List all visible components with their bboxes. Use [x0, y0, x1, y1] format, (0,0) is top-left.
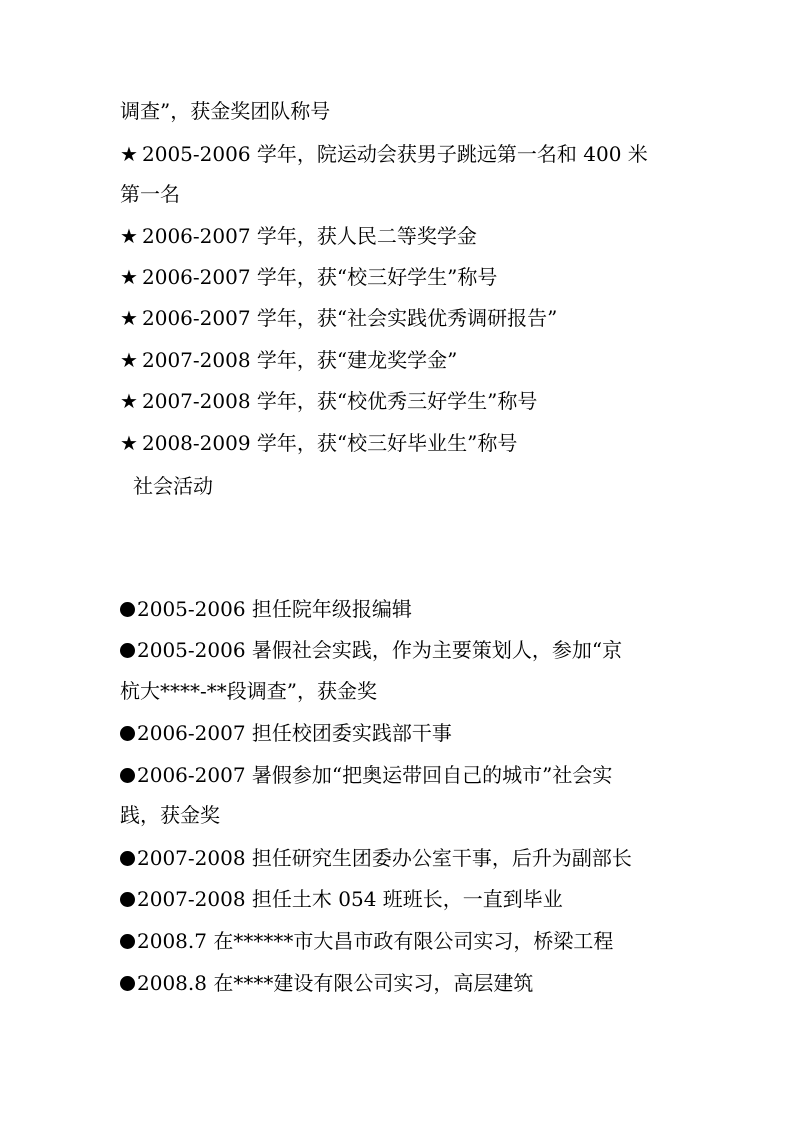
award-text: 2006-2007 学年，获“校三好学生”称号 — [142, 265, 498, 289]
star-icon: ★ — [120, 348, 138, 372]
award-item — [120, 264, 497, 290]
star-icon: ★ — [120, 306, 138, 330]
star-icon: ★ — [120, 265, 138, 289]
activity-text: 2006-2007 担任校团委实践部干事 — [137, 721, 452, 745]
activity-item-continuation: 践，获金奖 — [120, 803, 220, 827]
bullet-icon — [120, 934, 135, 949]
award-item — [120, 305, 557, 331]
activity-item — [120, 886, 563, 912]
star-icon: ★ — [120, 224, 138, 248]
award-item — [120, 223, 477, 249]
award-text: 2007-2008 学年，获“建龙奖学金” — [142, 348, 458, 372]
bullet-icon — [120, 602, 135, 617]
awards-continuation-line: 调查”，获金奖团队称号 — [120, 99, 331, 123]
award-text: 2005-2006 学年，院运动会获男子跳远第一名和 400 米 — [142, 142, 648, 166]
activity-text: 2005-2006 暑假社会实践，作为主要策划人，参加“京 — [137, 638, 623, 662]
activity-item — [120, 928, 613, 954]
bullet-icon — [120, 851, 135, 866]
activity-text: 2006-2007 暑假参加“把奥运带回自己的城市”社会实 — [137, 763, 613, 787]
activity-text: 2007-2008 担任研究生团委办公室干事，后升为副部长 — [137, 846, 632, 870]
activity-text: 2007-2008 担任土木 054 班班长，一直到毕业 — [137, 887, 563, 911]
star-icon: ★ — [120, 142, 138, 166]
activity-text: 2008.7 在******市大昌市政有限公司实习，桥梁工程 — [137, 929, 614, 953]
activity-item — [120, 845, 632, 871]
activity-item — [120, 970, 533, 996]
award-text: 2008-2009 学年，获“校三好毕业生”称号 — [142, 431, 518, 455]
star-icon: ★ — [120, 431, 138, 455]
activity-text: 2008.8 在****建设有限公司实习，高层建筑 — [137, 971, 534, 995]
bullet-icon — [120, 768, 135, 783]
award-item — [120, 430, 517, 456]
bullet-icon — [120, 643, 135, 658]
award-text: 2007-2008 学年，获“校优秀三好学生”称号 — [142, 389, 538, 413]
award-item — [120, 141, 648, 167]
activity-item-continuation: 杭大****-**段调查”，获金奖 — [120, 679, 377, 703]
award-text: 2006-2007 学年，获“社会实践优秀调研报告” — [142, 306, 558, 330]
award-text: 2006-2007 学年，获人民二等奖学金 — [142, 224, 477, 248]
activity-item — [120, 596, 412, 622]
award-item — [120, 388, 537, 414]
activity-text: 2005-2006 担任院年级报编辑 — [137, 597, 412, 621]
activity-item — [120, 637, 622, 663]
section-heading-social-activities: 社会活动 — [133, 474, 213, 498]
award-item-continuation: 第一名 — [120, 182, 180, 206]
bullet-icon — [120, 976, 135, 991]
bullet-icon — [120, 726, 135, 741]
activity-item — [120, 720, 452, 746]
award-item — [120, 347, 457, 373]
bullet-icon — [120, 892, 135, 907]
activity-item — [120, 762, 612, 788]
star-icon: ★ — [120, 389, 138, 413]
